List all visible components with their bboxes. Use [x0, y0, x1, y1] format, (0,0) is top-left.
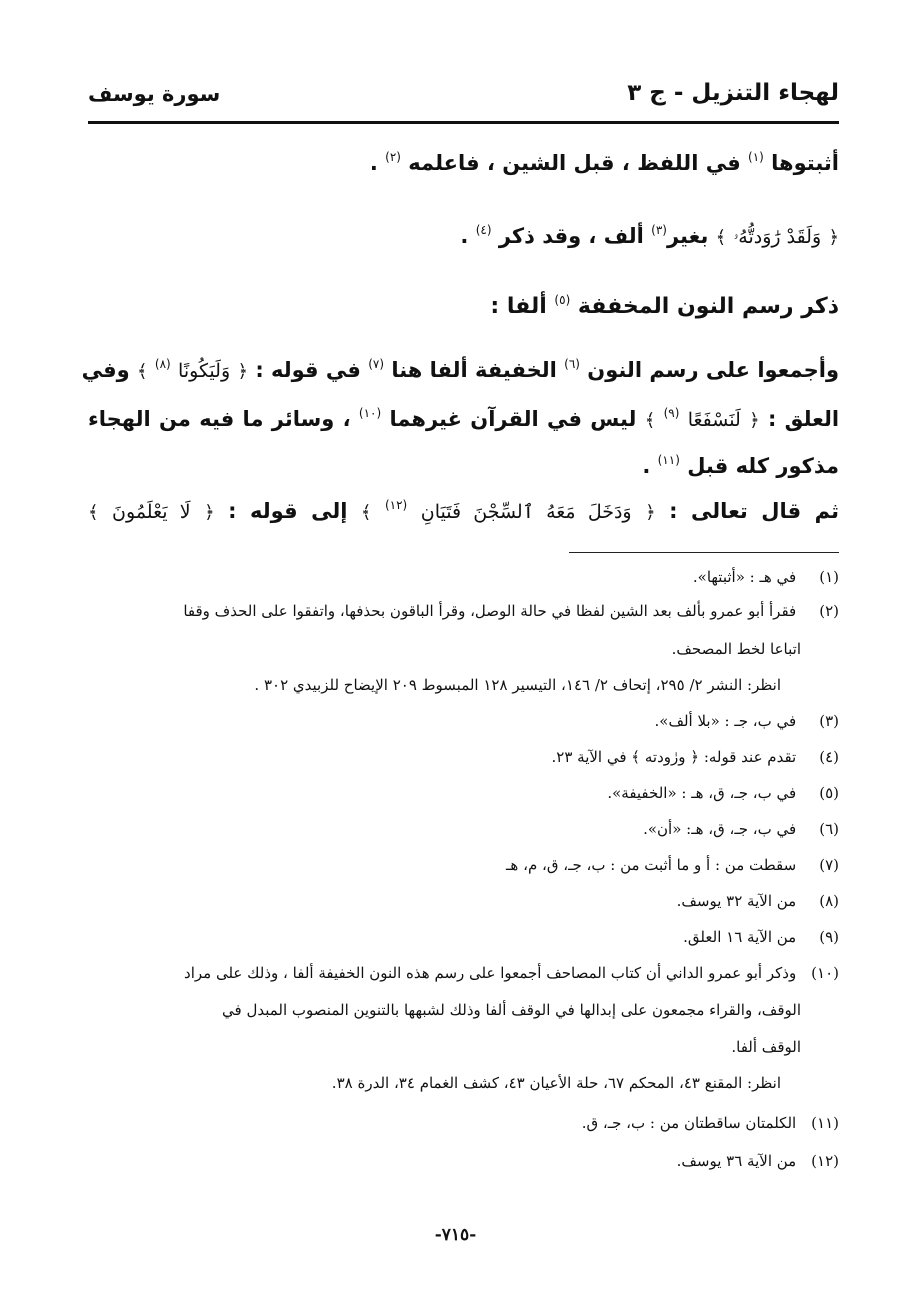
footnote-item	[88, 784, 839, 802]
footnote-text: وذكر أبو عمرو الداني أن كتاب المصاحف أجمعوا على رسم هذه النون الخفيفة ألفا ، وذلك على مراد	[184, 964, 797, 982]
page-number: -٧١٥-	[434, 1225, 477, 1245]
text-segment: العلق :	[767, 407, 840, 431]
footnote-text: من الآية ٣٦ يوسف.	[676, 1152, 797, 1170]
text-segment: ألفا :	[490, 294, 547, 319]
running-header-book-title: لهجاء التنزيل - ج ٣	[627, 80, 839, 106]
text-segment: .	[642, 454, 651, 478]
footnote-text: انظر: النشر ٢/ ٢٩٥، إتحاف ٢/ ١٤٦، التيسير ١٢٨ المبسوط ٢٠٩ الإيضاح للزبيدي ٣٠٢ .	[254, 676, 781, 694]
footnote-marker: (٩)	[663, 406, 680, 420]
quran-bracket-close-icon: ﴾	[360, 502, 372, 523]
text-segment: .	[369, 151, 378, 175]
footnote-item	[88, 856, 839, 874]
footnote-text: في ب، جـ : «بلا ألف».	[654, 712, 797, 730]
footnote-item	[88, 748, 839, 766]
quran-bracket-open-icon: ﴿	[828, 227, 839, 248]
footnote-item	[88, 712, 839, 730]
footnote-continuation	[88, 640, 801, 658]
footnote-text: فقرأ أبو عمرو بألف بعد الشين لفظا في حالة الوصل، وقرأ الباقون بحذفها، واتفقوا على الحذف وقفا	[183, 602, 797, 620]
quran-bracket-close-icon: ﴾	[137, 361, 148, 382]
text-segment: ليس في القرآن غيرهما	[389, 407, 637, 431]
footnote-marker: (٢)	[385, 150, 401, 164]
footnote-number: (١)	[819, 568, 839, 586]
footnote-text: انظر: المقنع ٤٣، المحكم ٦٧، حلة الأعيان ٤٣، كشف الغمام ٣٤، الدرة ٣٨.	[331, 1074, 781, 1092]
footnote-text: من الآية ٣٢ يوسف.	[676, 892, 797, 910]
footnote-marker: (١٢)	[384, 498, 408, 512]
section-heading	[88, 293, 839, 319]
footnote-text: في ب، جـ، ق، هـ : «الخفيفة».	[607, 784, 797, 802]
footnote-item	[88, 820, 839, 838]
footnote-marker: (٦)	[564, 357, 580, 371]
text-segment: مذكور كله قبل	[687, 454, 839, 478]
footnote-number: (٣)	[819, 712, 839, 730]
quran-bracket-open-icon: ﴿	[237, 361, 248, 382]
main-line-4	[81, 357, 839, 382]
text-segment: ثم قال تعالى :	[669, 499, 840, 523]
text-segment: وفي	[81, 358, 130, 382]
footnote-item	[88, 1152, 839, 1170]
running-header-surah-title: سورة يوسف	[88, 82, 221, 106]
quran-quote: لَنَسْفَعًا	[687, 409, 741, 431]
footnote-item	[88, 1114, 839, 1132]
footnote-item	[88, 892, 839, 910]
footnote-number: (٩)	[819, 928, 839, 946]
footnote-number: (١١)	[811, 1114, 839, 1132]
footnote-marker: (٧)	[368, 357, 385, 371]
footnote-item	[88, 964, 839, 982]
text-segment: .	[460, 224, 469, 248]
footnote-reference	[88, 1074, 781, 1092]
footnote-marker: (١٠)	[358, 406, 382, 420]
text-segment: بغير	[666, 224, 709, 248]
footnote-continuation	[88, 1038, 801, 1056]
footnote-number: (٢)	[819, 602, 839, 620]
quran-quote: لَا يَعْلَمُونَ	[112, 501, 191, 523]
text-segment: ألف ، وقد ذكر	[498, 224, 644, 248]
quran-bracket-open-icon: ﴿	[204, 502, 215, 523]
footnote-number: (١٠)	[811, 964, 839, 982]
footnote-item	[88, 568, 839, 586]
footnote-marker: (٣)	[651, 223, 667, 237]
footnote-divider	[569, 552, 839, 553]
text-segment: في قوله :	[255, 358, 361, 382]
footnote-number: (١٢)	[811, 1152, 839, 1170]
quran-quote: وَلَيَكُونًا	[178, 360, 231, 382]
footnote-marker: (٨)	[154, 357, 171, 371]
text-segment: ، وسائر ما فيه من الهجاء	[88, 407, 351, 431]
footnote-text: الوقف، والقراء مجمعون على إبدالها في الوقف ألفا وذلك لشبهها بالتنوين المنصوب المبدل في	[222, 1001, 801, 1019]
main-line-6	[88, 453, 839, 478]
footnote-marker: (١١)	[657, 453, 680, 467]
footnote-marker: (٤)	[475, 223, 492, 237]
footnote-text: من الآية ١٦ العلق.	[683, 928, 797, 946]
quran-quote: وَدَخَلَ مَعَهُ ٱلسِّجْنَ فَتَيَانِ	[420, 501, 632, 523]
text-segment: الخفيفة ألفا هنا	[391, 358, 557, 382]
quran-bracket-open-icon: ﴿	[645, 502, 656, 523]
footnote-text: في ب، جـ، ق، هـ: «أن».	[643, 820, 797, 838]
footnote-number: (٨)	[819, 892, 839, 910]
quran-bracket-close-icon: ﴾	[644, 410, 656, 431]
footnote-item	[88, 928, 839, 946]
footnote-marker: (١)	[748, 150, 764, 164]
footnote-reference	[88, 676, 781, 694]
footnote-item	[88, 602, 839, 620]
text-segment: أثبتوها	[771, 151, 839, 175]
quran-bracket-close-icon: ﴾	[88, 502, 99, 523]
main-line-2	[88, 223, 839, 248]
footnote-continuation	[88, 1001, 801, 1019]
footnote-number: (٥)	[819, 784, 839, 802]
footnote-text: الوقف ألفا.	[731, 1038, 801, 1056]
footnote-text: اتباعا لخط المصحف.	[671, 640, 801, 658]
footnote-text: سقطت من : أ و ما أثبت من : ب، جـ، ق، م، هـ	[506, 856, 797, 874]
header-divider	[88, 121, 839, 124]
footnote-number: (٧)	[819, 856, 839, 874]
quran-bracket-open-icon: ﴿	[749, 410, 760, 431]
footnote-number: (٤)	[819, 748, 839, 766]
footnote-number: (٦)	[819, 820, 839, 838]
main-line-5	[88, 406, 839, 431]
main-line-1	[88, 150, 839, 175]
text-segment: في اللفظ ، قبل الشين ، فاعلمه	[408, 151, 741, 175]
text-segment: إلى قوله :	[228, 499, 348, 523]
main-line-7	[88, 498, 839, 523]
footnote-text: الكلمتان ساقطتان من : ب، جـ، ق.	[581, 1114, 797, 1132]
footnote-text: تقدم عند قوله: ﴿ ورٰودته ﴾ في الآية ٢٣.	[551, 748, 797, 766]
quran-bracket-close-icon: ﴾	[715, 227, 727, 248]
quran-quote: وَلَقَدْ رَٰوَدتُّهُۥ	[733, 226, 822, 248]
text-segment: وأجمعوا على رسم النون	[587, 358, 839, 382]
footnote-text: في هـ : «أثبتها».	[692, 568, 797, 586]
text-segment: ذكر رسم النون المخففة	[577, 294, 839, 319]
footnote-marker: (٥)	[554, 293, 571, 307]
